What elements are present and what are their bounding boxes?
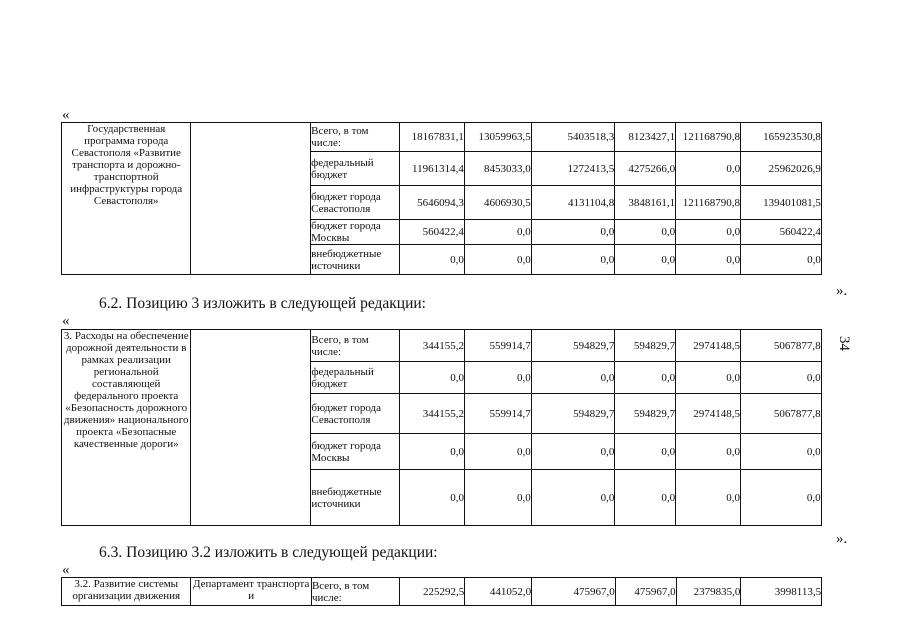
- amount-cell: 0,0: [464, 220, 531, 245]
- amount-cell: 0,0: [531, 245, 615, 275]
- position-3-table: [61, 329, 905, 526]
- amount-cell: 560422,4: [741, 220, 822, 245]
- amount-cell: 0,0: [464, 362, 531, 394]
- amount-cell: 225292,5: [400, 578, 465, 606]
- amount-cell: 0,0: [740, 470, 821, 526]
- amount-cell: 0,0: [615, 245, 676, 275]
- amount-cell: 13059963,5: [464, 123, 531, 152]
- amount-cell: 2974148,5: [676, 394, 741, 434]
- amount-cell: 0,0: [676, 220, 741, 245]
- amount-cell: 0,0: [531, 362, 615, 394]
- amount-cell: 594829,7: [531, 330, 615, 362]
- amount-cell: 0,0: [531, 220, 615, 245]
- section-heading-6-3: 6.3. Позицию 3.2 изложить в следующей редакции:: [99, 544, 438, 561]
- amount-cell: 475967,0: [532, 578, 616, 606]
- funding-source: Всего, в том числе:: [311, 123, 400, 152]
- amount-cell: 594829,7: [615, 330, 676, 362]
- amount-cell: 0,0: [400, 362, 465, 394]
- amount-cell: 594829,7: [531, 394, 615, 434]
- funding-source: внебюджетные источники: [311, 470, 400, 526]
- item-name: 3. Расходы на обеспечение дорожной деятельности в рамках реализации региональной составляющей федерального проекта «Безопасность дорожного движения» национального проекта «Безопасные качественные дороги»: [62, 330, 191, 526]
- amount-cell: 0,0: [464, 470, 531, 526]
- amount-cell: 0,0: [676, 152, 741, 186]
- amount-cell: 344155,2: [400, 394, 465, 434]
- amount-cell: 5067877,8: [740, 330, 821, 362]
- amount-cell: 139401081,5: [741, 186, 822, 220]
- amount-cell: 121168790,8: [676, 186, 741, 220]
- table-row: [62, 578, 905, 606]
- funding-source: федеральный бюджет: [311, 152, 400, 186]
- amount-cell: 3998113,5: [741, 578, 822, 606]
- amount-cell: 0,0: [741, 245, 822, 275]
- item-name: Государственная программа города Севастополя «Развитие транспорта и дорожно-транспортной инфраструктуры города Севастополя»: [62, 123, 191, 275]
- amount-cell: 0,0: [615, 362, 676, 394]
- amount-cell: 5403518,3: [531, 123, 615, 152]
- amount-cell: 165923530,8: [741, 123, 822, 152]
- amount-cell: 0,0: [400, 470, 465, 526]
- amount-cell: 5067877,8: [740, 394, 821, 434]
- responsible-executor: [191, 330, 311, 526]
- section-heading-6-2: 6.2. Позицию 3 изложить в следующей редакции:: [99, 295, 426, 312]
- amount-cell: 0,0: [615, 434, 676, 470]
- amount-cell: 121168790,8: [676, 123, 741, 152]
- amount-cell: 560422,4: [399, 220, 464, 245]
- amount-cell: 559914,7: [464, 330, 531, 362]
- page-number: 34: [836, 336, 852, 351]
- amount-cell: 0,0: [531, 434, 615, 470]
- amount-cell: 4606930,5: [464, 186, 531, 220]
- amount-cell: 0,0: [399, 245, 464, 275]
- amount-cell: 441052,0: [465, 578, 532, 606]
- amount-cell: 0,0: [676, 245, 741, 275]
- close-quote-2: ».: [836, 531, 848, 547]
- amount-cell: 0,0: [740, 362, 821, 394]
- amount-cell: 4131104,8: [531, 186, 615, 220]
- amount-cell: 8453033,0: [464, 152, 531, 186]
- amount-cell: 0,0: [464, 434, 531, 470]
- funding-source: бюджет города Москвы: [311, 220, 400, 245]
- amount-cell: 559914,7: [464, 394, 531, 434]
- funding-source: внебюджетные источники: [311, 245, 400, 275]
- funding-source: Всего, в том числе:: [311, 330, 400, 362]
- amount-cell: 0,0: [676, 470, 741, 526]
- open-quote-3: «: [62, 562, 70, 578]
- amount-cell: 0,0: [740, 434, 821, 470]
- amount-cell: 2974148,5: [676, 330, 741, 362]
- position-3-2-table: [61, 577, 905, 606]
- amount-cell: 18167831,1: [399, 123, 464, 152]
- amount-cell: 3848161,1: [615, 186, 676, 220]
- amount-cell: 344155,2: [400, 330, 465, 362]
- funding-source: Всего, в том числе:: [311, 578, 400, 606]
- item-name: 3.2. Развитие системы организации движения: [62, 578, 191, 606]
- table-row: [62, 123, 905, 152]
- open-quote-2: «: [62, 313, 70, 329]
- funding-source: федеральный бюджет: [311, 362, 400, 394]
- amount-cell: 0,0: [615, 220, 676, 245]
- amount-cell: 25962026,9: [741, 152, 822, 186]
- program-table: [61, 122, 905, 275]
- amount-cell: 1272413,5: [531, 152, 615, 186]
- amount-cell: 0,0: [676, 362, 741, 394]
- responsible-executor: [191, 123, 311, 275]
- table-row: [62, 330, 905, 362]
- amount-cell: 475967,0: [615, 578, 676, 606]
- responsible-executor: Департамент транспорта и: [191, 578, 312, 606]
- funding-source: бюджет города Севастополя: [311, 394, 400, 434]
- funding-source: бюджет города Москвы: [311, 434, 400, 470]
- amount-cell: 5646094,3: [399, 186, 464, 220]
- amount-cell: 0,0: [464, 245, 531, 275]
- amount-cell: 594829,7: [615, 394, 676, 434]
- amount-cell: 8123427,1: [615, 123, 676, 152]
- funding-source: бюджет города Севастополя: [311, 186, 400, 220]
- close-quote-1: ».: [836, 283, 848, 299]
- amount-cell: 0,0: [400, 434, 465, 470]
- amount-cell: 0,0: [615, 470, 676, 526]
- amount-cell: 0,0: [531, 470, 615, 526]
- amount-cell: 4275266,0: [615, 152, 676, 186]
- amount-cell: 0,0: [676, 434, 741, 470]
- open-quote-1: «: [62, 107, 70, 123]
- amount-cell: 2379835,0: [676, 578, 741, 606]
- amount-cell: 11961314,4: [399, 152, 464, 186]
